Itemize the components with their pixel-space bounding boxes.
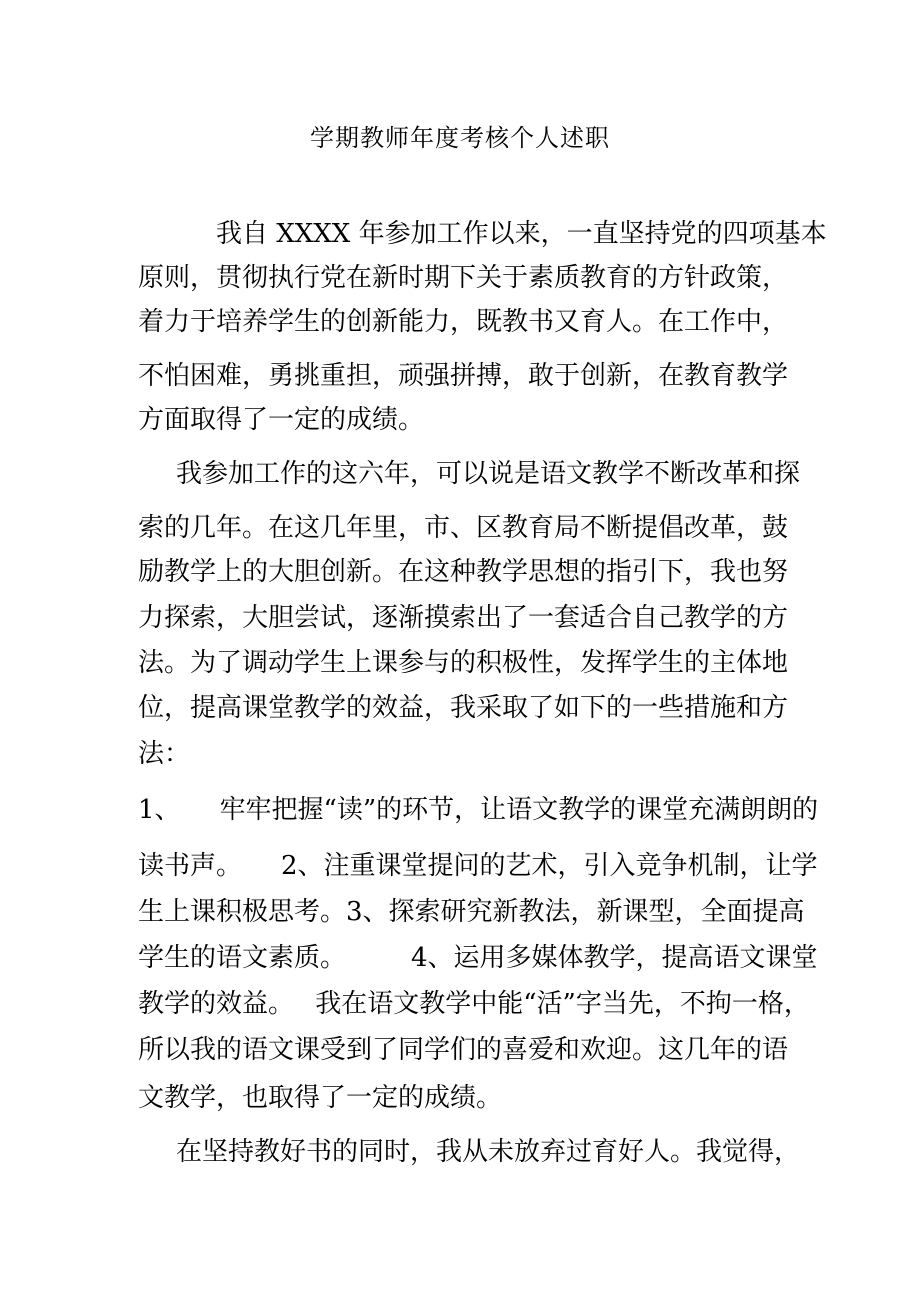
- body-text-line: 文教学，也取得了一定的成绩。: [138, 1083, 503, 1113]
- body-text-line: 原则，贯彻执行党在新时期下关于素质教育的方针政策，: [138, 263, 789, 293]
- document-title: 学期教师年度考核个人述职: [310, 124, 610, 152]
- body-text-line: 生上课积极思考。3、探索研究新教法，新课型，全面提高: [138, 897, 805, 927]
- body-text-line: 在坚持教好书的同时，我从未放弃过育好人。我觉得，: [176, 1137, 801, 1167]
- body-text-line: 学生的语文素质。 4、运用多媒体教学，提高语文课堂: [138, 943, 818, 973]
- body-text-line: 法：: [138, 739, 191, 769]
- body-text-line: 位，提高课堂教学的效益，我采取了如下的一些措施和方: [138, 693, 789, 723]
- body-text-line: 着力于培养学生的创新能力，既教书又育人。在工作中，: [138, 307, 789, 337]
- body-text-line: 读书声。 2、注重课堂提问的艺术，引入竞争机制，让学: [138, 851, 818, 881]
- body-text-line: 方面取得了一定的成绩。: [138, 405, 425, 435]
- body-text-line: 法。为了调动学生上课参与的积极性，发挥学生的主体地: [138, 648, 789, 678]
- body-text-line: 我参加工作的这六年，可以说是语文教学不断改革和探: [176, 459, 801, 489]
- body-text-line: 我自 XXXX 年参加工作以来，一直坚持党的四项基本: [190, 219, 827, 249]
- body-text-line: 索的几年。在这几年里，市、区教育局不断提倡改革，鼓: [138, 513, 789, 543]
- body-text-line: 不怕困难，勇挑重担，顽强拼搏，敢于创新，在教育教学: [138, 361, 789, 391]
- body-text-line: 教学的效益。 我在语文教学中能“活”字当先，不拘一格，: [138, 989, 810, 1019]
- body-text-line: 力探索，大胆尝试，逐渐摸索出了一套适合自己教学的方: [138, 603, 789, 633]
- body-text-line: 1、 牢牢把握“读”的环节，让语文教学的课堂充满朗朗的: [138, 795, 819, 825]
- body-text-line: 励教学上的大胆创新。在这种教学思想的指引下，我也努: [138, 557, 789, 587]
- body-text-line: 所以我的语文课受到了同学们的喜爱和欢迎。这几年的语: [138, 1035, 789, 1065]
